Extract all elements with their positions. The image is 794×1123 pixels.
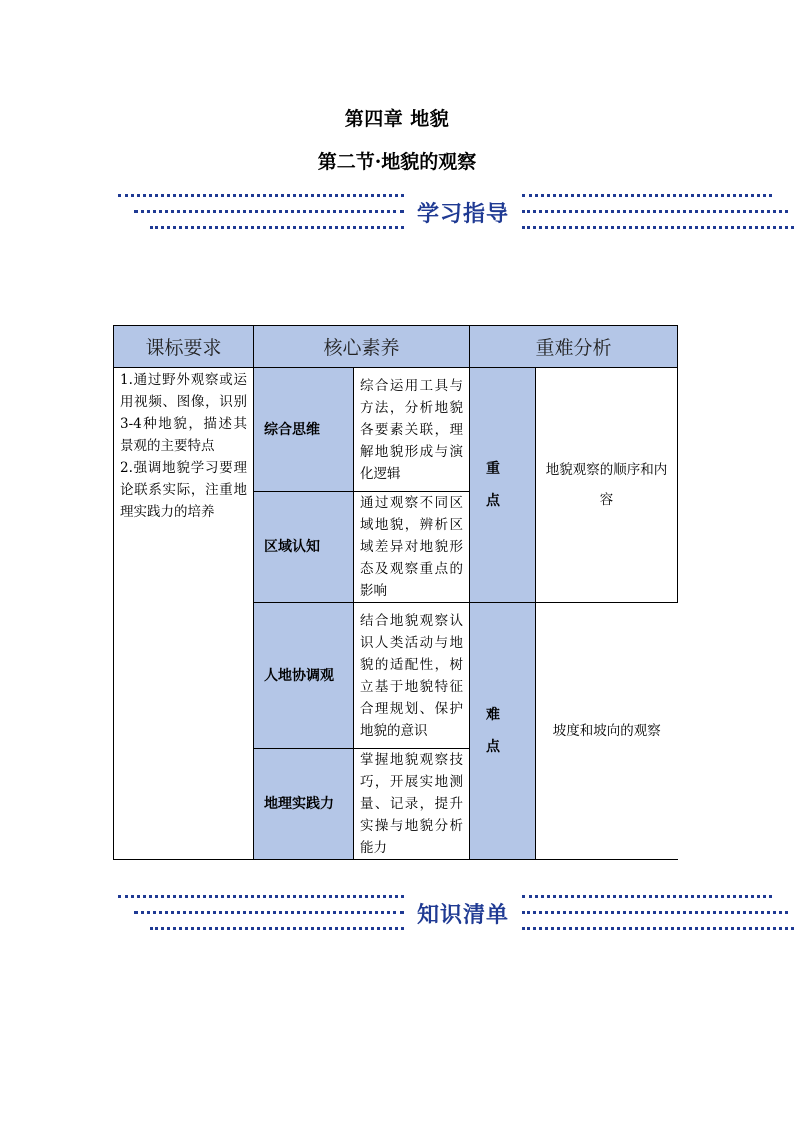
dotted-rule bbox=[118, 194, 404, 197]
dotted-rule bbox=[134, 911, 404, 914]
requirements-table bbox=[113, 325, 678, 860]
curriculum-text: 1.通过野外观察或运用视频、图像，识别3-4种地貌，描述其景观的主要特点 2.强调地貌学习要理论联系实际，注重地理实践力的培养 bbox=[120, 372, 247, 520]
dotted-rule bbox=[522, 194, 772, 197]
competency-description: 结合地貌观察认识人类活动与地貌的适配性，树立基于地貌特征合理规划、保护地貌的意识 bbox=[360, 612, 464, 739]
competency-name: 地理实践力 bbox=[264, 796, 334, 812]
difficult-point-label: 难点 bbox=[486, 707, 501, 755]
dotted-rule bbox=[134, 210, 404, 213]
difficult-point-content: 坡度和坡向的观察 bbox=[552, 723, 661, 739]
dotted-rule bbox=[522, 210, 788, 213]
section-title: 第二节·地貌的观察 bbox=[317, 151, 477, 173]
header-curriculum: 课标要求 bbox=[114, 326, 254, 368]
competency-description: 综合运用工具与方法，分析地貌各要素关联，理解地貌形成与演化逻辑 bbox=[360, 377, 464, 482]
dotted-rule bbox=[522, 927, 794, 930]
curriculum-cell bbox=[114, 368, 254, 860]
difficult-point-content-cell bbox=[536, 603, 678, 860]
competency-name-cell bbox=[254, 749, 354, 860]
study-guide-banner bbox=[0, 190, 794, 234]
difficult-point-cell bbox=[470, 603, 536, 860]
knowledge-list-banner bbox=[0, 891, 794, 935]
competency-description: 通过观察不同区域地貌，辨析区域差异对地貌形态及观察重点的影响 bbox=[360, 495, 464, 599]
study-guide-label: 学习指导 bbox=[416, 201, 509, 227]
competency-name-cell bbox=[254, 603, 354, 749]
dotted-rule bbox=[522, 895, 772, 898]
header-competency: 核心素养 bbox=[254, 326, 470, 368]
dotted-rule bbox=[522, 911, 788, 914]
competency-name-cell bbox=[254, 492, 354, 603]
competency-name-cell bbox=[254, 368, 354, 492]
knowledge-list-label: 知识清单 bbox=[416, 902, 509, 928]
competency-desc-cell bbox=[354, 749, 470, 860]
dotted-rule bbox=[150, 927, 404, 930]
competency-description: 掌握地貌观察技巧，开展实地测量、记录，提升实操与地貌分析能力 bbox=[360, 752, 464, 856]
competency-desc-cell bbox=[354, 368, 470, 492]
dotted-rule bbox=[118, 895, 404, 898]
competency-desc-cell bbox=[354, 492, 470, 603]
key-point-content: 地貌观察的顺序和内容 bbox=[545, 462, 668, 508]
key-point-cell bbox=[470, 368, 536, 603]
competency-name: 人地协调观 bbox=[264, 667, 334, 684]
competency-desc-cell bbox=[354, 603, 470, 749]
competency-name: 区域认知 bbox=[264, 539, 320, 555]
dotted-rule bbox=[522, 226, 794, 229]
dotted-rule bbox=[150, 226, 404, 229]
key-point-content-cell bbox=[536, 368, 678, 603]
chapter-title: 第四章 地貌 bbox=[344, 108, 450, 130]
key-point-label: 重点 bbox=[486, 461, 501, 509]
header-analysis: 重难分析 bbox=[470, 326, 678, 368]
competency-name: 综合思维 bbox=[264, 421, 320, 438]
